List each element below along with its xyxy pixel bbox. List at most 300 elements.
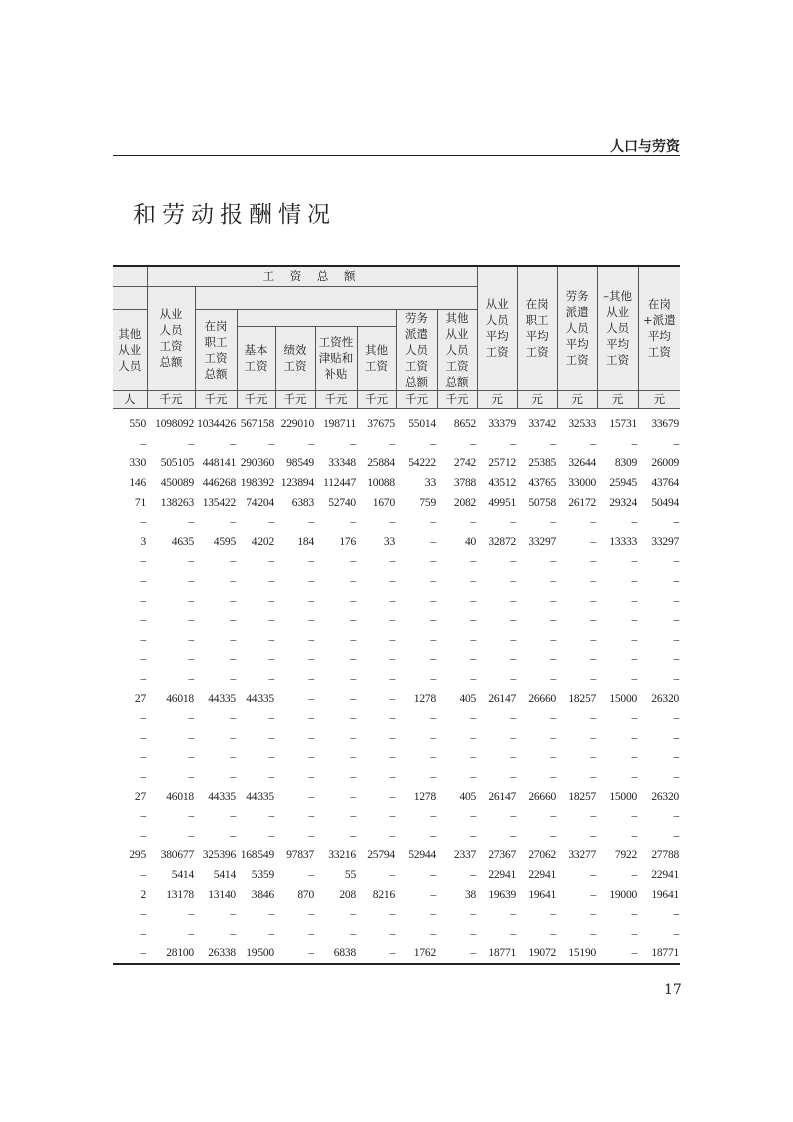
table-cell: 29324: [609, 496, 638, 509]
table-cell: –: [389, 437, 395, 450]
table-cell: –: [550, 437, 557, 450]
table-cell: –: [470, 614, 477, 627]
table-cell: –: [590, 751, 597, 764]
table-cell: –: [350, 790, 356, 803]
table-cell: 27367: [488, 849, 517, 862]
unit-cell: 千元: [315, 390, 357, 408]
table-cell: 18771: [477, 944, 517, 965]
table-cell: –: [308, 594, 314, 607]
table-cell: 22941: [651, 868, 680, 881]
table-cell: –: [510, 555, 517, 568]
table-cell: –: [590, 829, 597, 842]
table-cell: –: [230, 614, 236, 627]
table-cell: –: [308, 751, 314, 764]
table-cell: 32872: [488, 535, 517, 548]
unit-cell: 千元: [437, 390, 477, 408]
table-cell: –: [590, 810, 597, 823]
table-cell: 55: [344, 868, 356, 881]
unit-cell: 人: [113, 390, 147, 408]
table-cell: –: [470, 731, 477, 744]
table-cell: –: [590, 908, 597, 921]
table-cell: –: [268, 927, 274, 940]
table-cell: 22941: [528, 868, 557, 881]
table-cell: –: [188, 633, 194, 646]
table-cell: –: [140, 731, 146, 744]
table-cell: –: [389, 614, 395, 627]
table-cell: 8216: [372, 888, 395, 901]
table-cell: –: [430, 437, 436, 450]
table-cell: 32533: [568, 418, 597, 431]
header-blank: [113, 286, 147, 309]
table-cell: 26320: [651, 692, 680, 705]
table-cell: 37675: [367, 418, 395, 431]
table-cell: –: [510, 673, 517, 686]
table-cell: –: [389, 810, 395, 823]
table-cell: 290360: [240, 457, 274, 470]
table-row: [113, 708, 680, 728]
table-cell: 15731: [609, 418, 638, 431]
table-cell: 33742: [528, 418, 557, 431]
table-cell: 19000: [609, 888, 638, 901]
table-cell: 27062: [528, 849, 557, 862]
table-row: [113, 728, 680, 748]
table-cell: –: [430, 633, 436, 646]
table-cell: –: [590, 673, 597, 686]
table-cell: 25945: [609, 477, 638, 490]
table-cell: 71: [134, 496, 146, 509]
table-row: [113, 454, 680, 474]
table-cell: –: [430, 555, 436, 568]
table-cell: 176: [339, 535, 356, 548]
table-cell: –: [673, 712, 680, 725]
table-cell: –: [631, 614, 638, 627]
table-cell: –: [430, 594, 436, 607]
table-cell: 43764: [651, 477, 680, 490]
unit-cell: 元: [597, 390, 638, 408]
table-cell: –: [308, 614, 314, 627]
table-cell: –: [350, 555, 356, 568]
table-cell: 33000: [568, 477, 597, 490]
table-row: [113, 610, 680, 630]
table-cell: –: [673, 575, 680, 588]
table-cell: –: [140, 868, 146, 881]
table-cell: 208: [339, 888, 356, 901]
table-cell: –: [430, 868, 436, 881]
table-cell: –: [350, 575, 356, 588]
table-cell: –: [230, 731, 236, 744]
table-cell: –: [389, 790, 395, 803]
table-cell: 26338: [195, 944, 237, 965]
table-cell: 4202: [251, 535, 274, 548]
table-cell: 44335: [208, 692, 236, 705]
table-cell: –: [188, 437, 194, 450]
table-cell: –: [430, 516, 436, 529]
table-cell: –: [510, 633, 517, 646]
header-col: 在岗职工工资总额: [195, 309, 237, 390]
table-cell: 50758: [528, 496, 557, 509]
table-cell: –: [389, 653, 395, 666]
table-cell: –: [268, 614, 274, 627]
table-cell: 168549: [240, 849, 274, 862]
table-cell: 19641: [528, 888, 557, 901]
table-cell: 5414: [171, 868, 194, 881]
table-cell: 26660: [528, 692, 557, 705]
table-cell: –: [673, 731, 680, 744]
table-cell: –: [631, 653, 638, 666]
table-cell: –: [631, 829, 638, 842]
table-cell: 44335: [208, 790, 236, 803]
table-cell: –: [470, 575, 477, 588]
table-cell: 25794: [367, 849, 395, 862]
table-row: [113, 473, 680, 493]
table-cell: –: [590, 731, 597, 744]
table-row: [113, 767, 680, 787]
table-cell: –: [510, 614, 517, 627]
table-cell: –: [631, 908, 638, 921]
table-cell: –: [673, 829, 680, 842]
table-cell: –: [350, 712, 356, 725]
table-row: [113, 924, 680, 944]
table-cell: –: [389, 751, 395, 764]
table-cell: –: [230, 908, 236, 921]
table-row: [113, 846, 680, 866]
table-cell: 184: [297, 535, 314, 548]
table-cell: –: [470, 829, 477, 842]
table-cell: –: [631, 594, 638, 607]
table-row: [113, 944, 680, 965]
table-cell: –: [350, 614, 356, 627]
table-cell: –: [470, 673, 477, 686]
table-cell: –: [470, 810, 477, 823]
unit-cell: 千元: [195, 390, 237, 408]
table-header: [113, 266, 680, 408]
table-cell: 19641: [651, 888, 680, 901]
header-blank: [113, 266, 147, 286]
header-col: 绩效工资: [275, 327, 315, 390]
table-cell: 27: [134, 692, 146, 705]
table-cell: 146: [129, 477, 146, 490]
table-cell: –: [550, 712, 557, 725]
header-col: 劳务派遣人员平均工资: [557, 266, 597, 390]
table-cell: –: [308, 673, 314, 686]
table-cell: –: [550, 594, 557, 607]
table-cell: 46018: [166, 790, 194, 803]
table-cell: 44335: [246, 692, 274, 705]
table-cell: 5414: [213, 868, 236, 881]
table-cell: –: [188, 653, 194, 666]
table-cell: –: [550, 555, 557, 568]
table-cell: –: [550, 516, 557, 529]
table-row: [113, 591, 680, 611]
table-cell: 330: [129, 457, 146, 470]
table-cell: 138263: [160, 496, 194, 509]
table-cell: –: [470, 751, 477, 764]
table-cell: –: [430, 927, 436, 940]
table-cell: –: [590, 633, 597, 646]
table-cell: –: [430, 653, 436, 666]
table-cell: 33: [424, 477, 436, 490]
table-cell: –: [308, 653, 314, 666]
table-cell: –: [268, 731, 274, 744]
table-cell: –: [188, 555, 194, 568]
table-cell: –: [631, 437, 638, 450]
table-cell: –: [268, 594, 274, 607]
table-cell: 448141: [202, 457, 236, 470]
table-cell: –: [140, 810, 146, 823]
table-cell: –: [673, 516, 680, 529]
table-cell: –: [140, 555, 146, 568]
table-row: [113, 689, 680, 709]
table-cell: –: [140, 829, 146, 842]
table-cell: 1278: [413, 692, 436, 705]
header-col: –其他从业人员平均工资: [597, 266, 638, 390]
table-cell: –: [188, 712, 194, 725]
table-cell: –: [510, 437, 517, 450]
table-cell: –: [230, 575, 236, 588]
table-cell: –: [188, 927, 194, 940]
table-cell: –: [268, 751, 274, 764]
page-title: 和劳动报酬情况: [133, 202, 336, 228]
table-cell: –: [140, 633, 146, 646]
table-cell: –: [188, 908, 194, 921]
table-row: [113, 493, 680, 513]
table-cell: –: [350, 829, 356, 842]
units-row: [113, 390, 680, 408]
table-cell: –: [230, 633, 236, 646]
table-cell: –: [510, 810, 517, 823]
table-cell: 26660: [528, 790, 557, 803]
table-cell: –: [470, 868, 477, 881]
table-cell: –: [350, 437, 356, 450]
table-cell: –: [308, 908, 314, 921]
table-cell: –: [308, 516, 314, 529]
table-row: [113, 552, 680, 572]
table-cell: 33216: [328, 849, 356, 862]
table-cell: –: [470, 712, 477, 725]
table-cell: 19072: [517, 944, 557, 965]
table-cell: –: [188, 751, 194, 764]
header-col: 其他从业人员: [113, 309, 147, 390]
table-cell: –: [140, 770, 146, 783]
table-cell: 380677: [160, 849, 194, 862]
table-cell: 123894: [280, 477, 314, 490]
unit-cell: 千元: [275, 390, 315, 408]
table-cell: –: [430, 673, 436, 686]
table-cell: –: [673, 751, 680, 764]
table-cell: –: [673, 927, 680, 940]
table-cell: 25712: [488, 457, 517, 470]
table-cell: 1762: [396, 944, 437, 965]
table-cell: –: [268, 653, 274, 666]
table-cell: 759: [419, 496, 436, 509]
table-cell: –: [470, 653, 477, 666]
table-cell: 4635: [171, 535, 194, 548]
table-body: [113, 408, 680, 964]
table-cell: 1034426: [197, 418, 236, 431]
table-cell: 18257: [568, 790, 597, 803]
table-cell: –: [308, 731, 314, 744]
table-cell: 2: [140, 888, 146, 901]
table-cell: –: [430, 614, 436, 627]
table-cell: –: [631, 555, 638, 568]
table-cell: –: [550, 731, 557, 744]
table-cell: –: [230, 555, 236, 568]
running-head: 人口与劳资: [610, 139, 680, 155]
table-cell: 2337: [453, 849, 477, 862]
table-cell: 295: [129, 849, 146, 862]
table-cell: –: [350, 908, 356, 921]
table-cell: –: [140, 594, 146, 607]
table-cell: –: [631, 751, 638, 764]
table-cell: –: [350, 810, 356, 823]
table-cell: 198711: [323, 418, 356, 431]
table-cell: –: [631, 810, 638, 823]
table-cell: –: [470, 633, 477, 646]
table-cell: 4595: [213, 535, 236, 548]
table-cell: –: [350, 516, 356, 529]
table-cell: –: [550, 653, 557, 666]
table-cell: 505105: [160, 457, 194, 470]
table-cell: –: [268, 516, 274, 529]
table-row: [113, 904, 680, 924]
table-cell: –: [188, 516, 194, 529]
table-cell: –: [308, 927, 314, 940]
table-cell: –: [389, 868, 395, 881]
table-cell: –: [430, 888, 436, 901]
table-cell: –: [590, 868, 597, 881]
header-col: 在岗+派遣平均工资: [638, 266, 680, 390]
unit-cell: 元: [517, 390, 557, 408]
table-cell: –: [510, 516, 517, 529]
table-cell: –: [470, 908, 477, 921]
table-row: [113, 571, 680, 591]
table-row: [113, 408, 680, 434]
table-cell: –: [308, 868, 314, 881]
table-cell: 405: [459, 692, 477, 705]
table-cell: –: [188, 614, 194, 627]
table-cell: –: [230, 810, 236, 823]
table-cell: –: [590, 888, 597, 901]
table-cell: –: [350, 594, 356, 607]
table-cell: 229010: [280, 418, 314, 431]
table-cell: –: [350, 692, 356, 705]
table-cell: 870: [297, 888, 314, 901]
table-cell: –: [510, 927, 517, 940]
table-row: [113, 630, 680, 650]
table-row: [113, 669, 680, 689]
table-cell: 135422: [202, 496, 236, 509]
table-cell: –: [188, 829, 194, 842]
table-cell: 52944: [408, 849, 436, 862]
table-cell: –: [430, 810, 436, 823]
table-cell: –: [510, 575, 517, 588]
table-cell: –: [510, 712, 517, 725]
table-cell: –: [510, 770, 517, 783]
table-cell: 325396: [202, 849, 236, 862]
table-cell: –: [113, 944, 147, 965]
table-cell: 26147: [488, 790, 517, 803]
table-cell: 40: [464, 535, 477, 548]
table-cell: 7922: [614, 849, 638, 862]
table-cell: –: [275, 944, 315, 965]
table-cell: 1098092: [155, 418, 194, 431]
table-cell: 25385: [528, 457, 557, 470]
table-cell: –: [673, 653, 680, 666]
table-row: [113, 865, 680, 885]
table-cell: –: [188, 770, 194, 783]
table-cell: 6383: [291, 496, 314, 509]
table-row: [113, 650, 680, 670]
table-cell: –: [389, 927, 395, 940]
table-cell: –: [631, 633, 638, 646]
table-cell: 19639: [488, 888, 517, 901]
table-cell: –: [230, 927, 236, 940]
table-cell: –: [389, 692, 395, 705]
table-cell: –: [389, 731, 395, 744]
table-cell: 33: [383, 535, 395, 548]
table-cell: 13333: [609, 535, 638, 548]
table-cell: 32644: [568, 457, 597, 470]
table-cell: –: [268, 633, 274, 646]
header-blank: [195, 286, 477, 309]
table-cell: –: [268, 810, 274, 823]
table-cell: –: [350, 751, 356, 764]
table-cell: –: [430, 829, 436, 842]
table-cell: –: [350, 927, 356, 940]
table-cell: 550: [129, 418, 146, 431]
table-cell: –: [308, 770, 314, 783]
table-cell: 8309: [614, 457, 638, 470]
table-cell: –: [268, 770, 274, 783]
table-cell: 26147: [488, 692, 517, 705]
table-cell: –: [631, 712, 638, 725]
table-cell: 18257: [568, 692, 597, 705]
table-cell: –: [590, 575, 597, 588]
table-cell: –: [673, 810, 680, 823]
table-cell: 97837: [286, 849, 314, 862]
table-cell: –: [510, 731, 517, 744]
table-cell: 405: [459, 790, 477, 803]
table-cell: –: [140, 516, 146, 529]
table-row: [113, 748, 680, 768]
table-row: [113, 806, 680, 826]
table-cell: 10088: [367, 477, 395, 490]
table-cell: 112447: [323, 477, 356, 490]
table-cell: –: [590, 437, 597, 450]
table-cell: –: [631, 927, 638, 940]
unit-cell: 千元: [396, 390, 437, 408]
table-cell: –: [631, 731, 638, 744]
table-cell: –: [188, 594, 194, 607]
table-cell: –: [550, 829, 557, 842]
table-cell: –: [470, 770, 477, 783]
table-cell: –: [389, 575, 395, 588]
unit-cell: 千元: [237, 390, 275, 408]
table-cell: –: [230, 673, 236, 686]
table-cell: –: [470, 594, 477, 607]
table-cell: –: [389, 516, 395, 529]
table-row: [113, 512, 680, 532]
table-cell: –: [550, 927, 557, 940]
table-cell: –: [308, 555, 314, 568]
table-cell: –: [140, 437, 146, 450]
table-row: [113, 434, 680, 454]
table-cell: 50494: [651, 496, 680, 509]
table-cell: –: [673, 555, 680, 568]
table-cell: –: [470, 437, 477, 450]
table-cell: –: [389, 712, 395, 725]
table-cell: –: [631, 516, 638, 529]
